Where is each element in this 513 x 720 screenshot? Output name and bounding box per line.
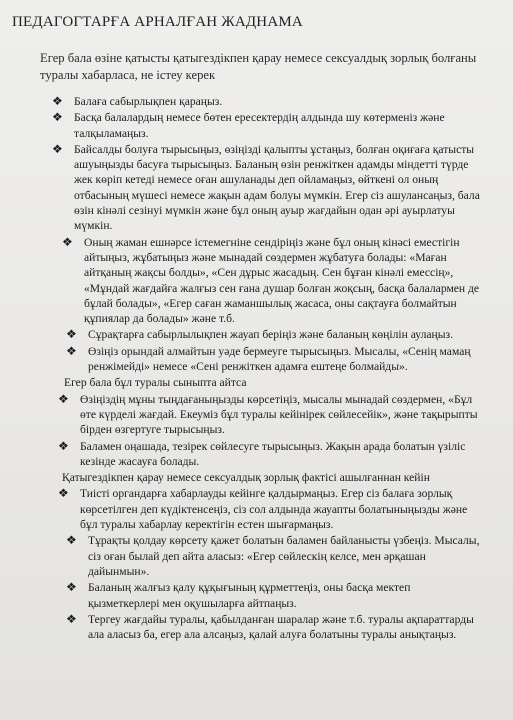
diamond-bullet-icon: ❖ <box>66 611 77 626</box>
list-item <box>58 486 480 532</box>
list-item-text: Тергеу жағдайы туралы, қабылданған шаралар және т.б. туралы ақпараттарды ала аласыз ба, егер ала алсаңыз, қалай алуға болатыны туралы анықтаңыз. <box>88 612 474 642</box>
list-item-text: Баламен оңашада, тезірек сөйлесуге тырысыңыз. Жақын арада болатын үзіліс кезінде жасауға болады. <box>80 439 466 468</box>
list-item <box>58 392 480 438</box>
diamond-bullet-icon: ❖ <box>58 438 69 453</box>
diamond-bullet-icon: ❖ <box>66 343 77 358</box>
diamond-bullet-icon: ❖ <box>58 486 69 501</box>
document-title: ПЕДАГОГТАРҒА АРНАЛҒАН ЖАДНАМА <box>12 14 303 30</box>
list-item <box>52 94 480 109</box>
list-item-text: Балаға сабырлықпен қараңыз. <box>74 95 223 108</box>
list-item <box>62 235 480 327</box>
diamond-bullet-icon: ❖ <box>52 141 63 156</box>
diamond-bullet-icon: ❖ <box>58 391 69 406</box>
document-body <box>52 94 480 643</box>
diamond-bullet-icon: ❖ <box>66 327 77 342</box>
section-heading: Егер бала бұл туралы сыныпта айтса <box>64 376 247 390</box>
list-item-text: Басқа балалардың немесе бөтен ересектердің алдында шу көтерменіз және талқыламаңыз. <box>74 111 445 140</box>
list-item-text: Өзіңіз орындай алмайтын уәде бермеуге тырысыңыз. Мысалы, «Сенің мамаң ренжімейді» немесе «Сені ренжіткен адамға ештеңе болмайды». <box>88 344 471 374</box>
list-item <box>58 439 480 470</box>
list-item <box>66 580 480 611</box>
list-item <box>66 327 480 342</box>
diamond-bullet-icon: ❖ <box>66 580 77 595</box>
list-item-text: Тұрақты қолдау көрсету қажет болатын баламен байланысты үзбеңіз. Мысалы, сіз оған былай деп айта аласыз: «Егер сөйлескің келсе, мен әрқашан дайынмын». <box>88 534 480 578</box>
list-item-text: Оның жаман ешнәрсе істемегніне сендіріңіз және бұл оның кінәсі еместігін айтыңыз, жұбатыңыз және мынадай сөздермен жұбатуға болады: «Маған айтқаның жақсы болды», «Сен дұрыс жасадың. Сен бұған кінәлі емессің», «Мұндай жағдайға жалғыз сен ғана душар болған жоқсың, басқа балалармен де бұлай болады», «Егер саған жаманшылық жасаса, оны сақтауға болмайтын құпиялар да болады» және т.б. <box>84 235 480 326</box>
list-item <box>66 612 480 643</box>
diamond-bullet-icon: ❖ <box>52 110 63 125</box>
diamond-bullet-icon: ❖ <box>66 533 77 548</box>
section-heading: Қатыгездікпен қарау немесе сексуалдық зорлық фактісі ашылғаннан кейін <box>62 471 430 485</box>
list-item <box>52 110 480 141</box>
list-item <box>52 142 480 234</box>
diamond-bullet-icon: ❖ <box>52 94 63 108</box>
list-item-text: Байсалды болуға тырысыңыз, өзіңізді қалыпты ұстаңыз, болған оқиғаға қатысты ашуыңызды басуға тырысыңыз. Баланың өзін ренжіткен адамды міндетті түрде жек көріп кетеді немесе оған ашуланады деп ойламаңыз, өйткені ол оның отбасының мүшесі немесе жақын адам болуы мүмкін. Егер сіз ашуланcаңыз, бала өзін кінәлі сезінуі мүмкін және бұл оның ауыр жағдайын одан әрі ауырлатуы мүмкін. <box>74 142 480 233</box>
list-item <box>66 344 480 375</box>
list-item-text: Сұрақтарға сабырлылықпен жауап беріңіз және баланың көңілін аулаңыз. <box>88 328 453 342</box>
list-item-text: Баланың жалғыз қалу құқығының құрметтеңіз, оны басқа мектеп қызметкерлері мен оқушыларға айтпаңыз. <box>88 581 411 610</box>
diamond-bullet-icon: ❖ <box>62 234 73 249</box>
list-item <box>66 533 480 579</box>
document-intro: Егер бала өзіне қатысты қатыгездікпен қарау немесе сексуалдық зорлық болғаны туралы хабарласа, не істеу керек <box>40 51 477 82</box>
list-item-text: Тиісті органдарға хабарлауды кейінге қалдырмаңыз. Егер сіз балаға зорлық көрсетілген деп күдіктенсеңіз, сіз сол алдында жауапты болатыныңызды және бұл туралы хабарлау керектігін естен шығармаңыз. <box>80 487 468 532</box>
list-item-text: Өзіңіздің мұны тыңдағаныңызды көрсетіңіз, мысалы мынадай сөздермен, «Бұл өте күрделі жағдай. Екеуміз бұл туралы кейінірек сөйлесейік», және тақырыпты бірден өзгертуге тырысыңыз. <box>80 392 478 437</box>
